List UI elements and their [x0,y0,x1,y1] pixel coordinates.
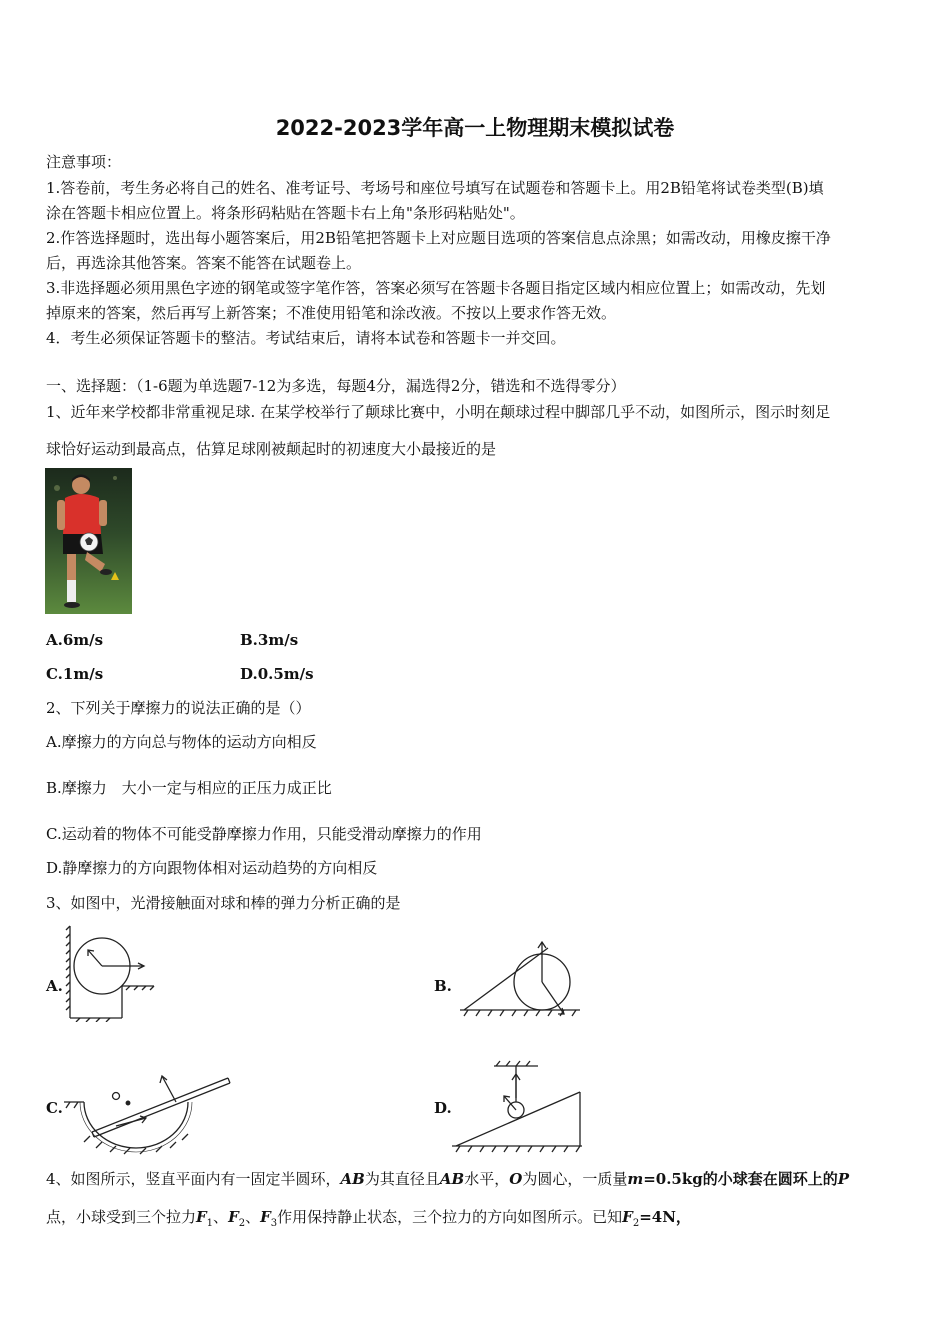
notice-line: 3.非选择题必须用黑色字迹的钢笔或签字笔作答，答案必须写在答题卡各题目指定区域内相应位置上；如需改动，先划 [46,279,826,297]
figure-b-ball-incline [456,932,586,1024]
question-2-stem: 2、下列关于摩擦力的说法正确的是（） [46,699,311,717]
q2-option-d: D.静摩擦力的方向跟物体相对运动趋势的方向相反 [46,859,378,877]
notice-line: 4．考生必须保证答题卡的整洁。考试结束后，请将本试卷和答题卡一并交回。 [46,329,566,347]
notice-line: 掉原来的答案，然后再写上新答案；不准使用铅笔和涂改液。不按以上要求作答无效。 [46,304,617,322]
figure-a-ball-corner [62,922,162,1022]
notice-heading: 注意事项： [46,153,122,171]
q3-label-a: A. [46,977,63,995]
question-4-stem-cont: 点，小球受到三个拉力$F_1$、$F_2$、$F_3$作用保持静止状态，三个拉力的方向如图所示。已知$F_2=4N$， [46,1208,691,1229]
question-4-stem: 4、如图所示，竖直平面内有一固定半圆环，AB为其直径且AB水平，O为圆心，一质量m=0.5kg的小球套在圆环上的P [46,1170,850,1188]
q2-option-b: B.摩擦力 大小一定与相应的正压力成正比 [46,779,332,797]
q3-label-b: B. [434,977,452,995]
question-1-stem-cont: 球恰好运动到最高点，估算足球刚被颠起时的初速度大小最接近的是 [46,440,497,458]
section-heading: 一、选择题：（1-6题为单选题7-12为多选，每题4分，漏选得2分，错选和不选得零分） [46,377,626,395]
figure-c-rod-bowl [62,1068,234,1156]
q1-option-d: D.0.5m/s [240,665,314,683]
q1-option-b: B.3m/s [240,631,299,649]
notice-line: 2.作答选择题时，选出每小题答案后，用2B铅笔把答题卡上对应题目选项的答案信息点涂黑；如需改动，用橡皮擦干净 [46,229,831,247]
q3-label-d: D. [434,1099,452,1117]
page-title: 2022-2023学年高一上物理期末模拟试卷 [275,116,675,140]
question-1-stem: 1、近年来学校都非常重视足球. 在某学校举行了颠球比赛中，小明在颠球过程中脚部几乎不动，如图所示，图示时刻足 [46,403,831,421]
figure-d-hanging-ball [448,1058,588,1156]
q1-option-a: A.6m/s [46,631,104,649]
q1-option-c: C.1m/s [46,665,104,683]
q2-option-c: C.运动着的物体不可能受静摩擦力作用，只能受滑动摩擦力的作用 [46,825,482,843]
q2-option-a: A.摩擦力的方向总与物体的运动方向相反 [46,733,317,751]
football-player-photo [45,468,132,614]
q3-label-c: C. [46,1099,63,1117]
notice-line: 1.答卷前，考生务必将自己的姓名、准考证号、考场号和座位号填写在试题卷和答题卡上。用2B铅笔将试卷类型(B)填 [46,179,824,197]
notice-line: 后，再选涂其他答案。答案不能答在试题卷上。 [46,254,362,272]
notice-line: 涂在答题卡相应位置上。将条形码粘贴在答题卡右上角"条形码粘贴处"。 [46,204,525,222]
question-3-stem: 3、如图中，光滑接触面对球和棒的弹力分析正确的是 [46,894,401,912]
